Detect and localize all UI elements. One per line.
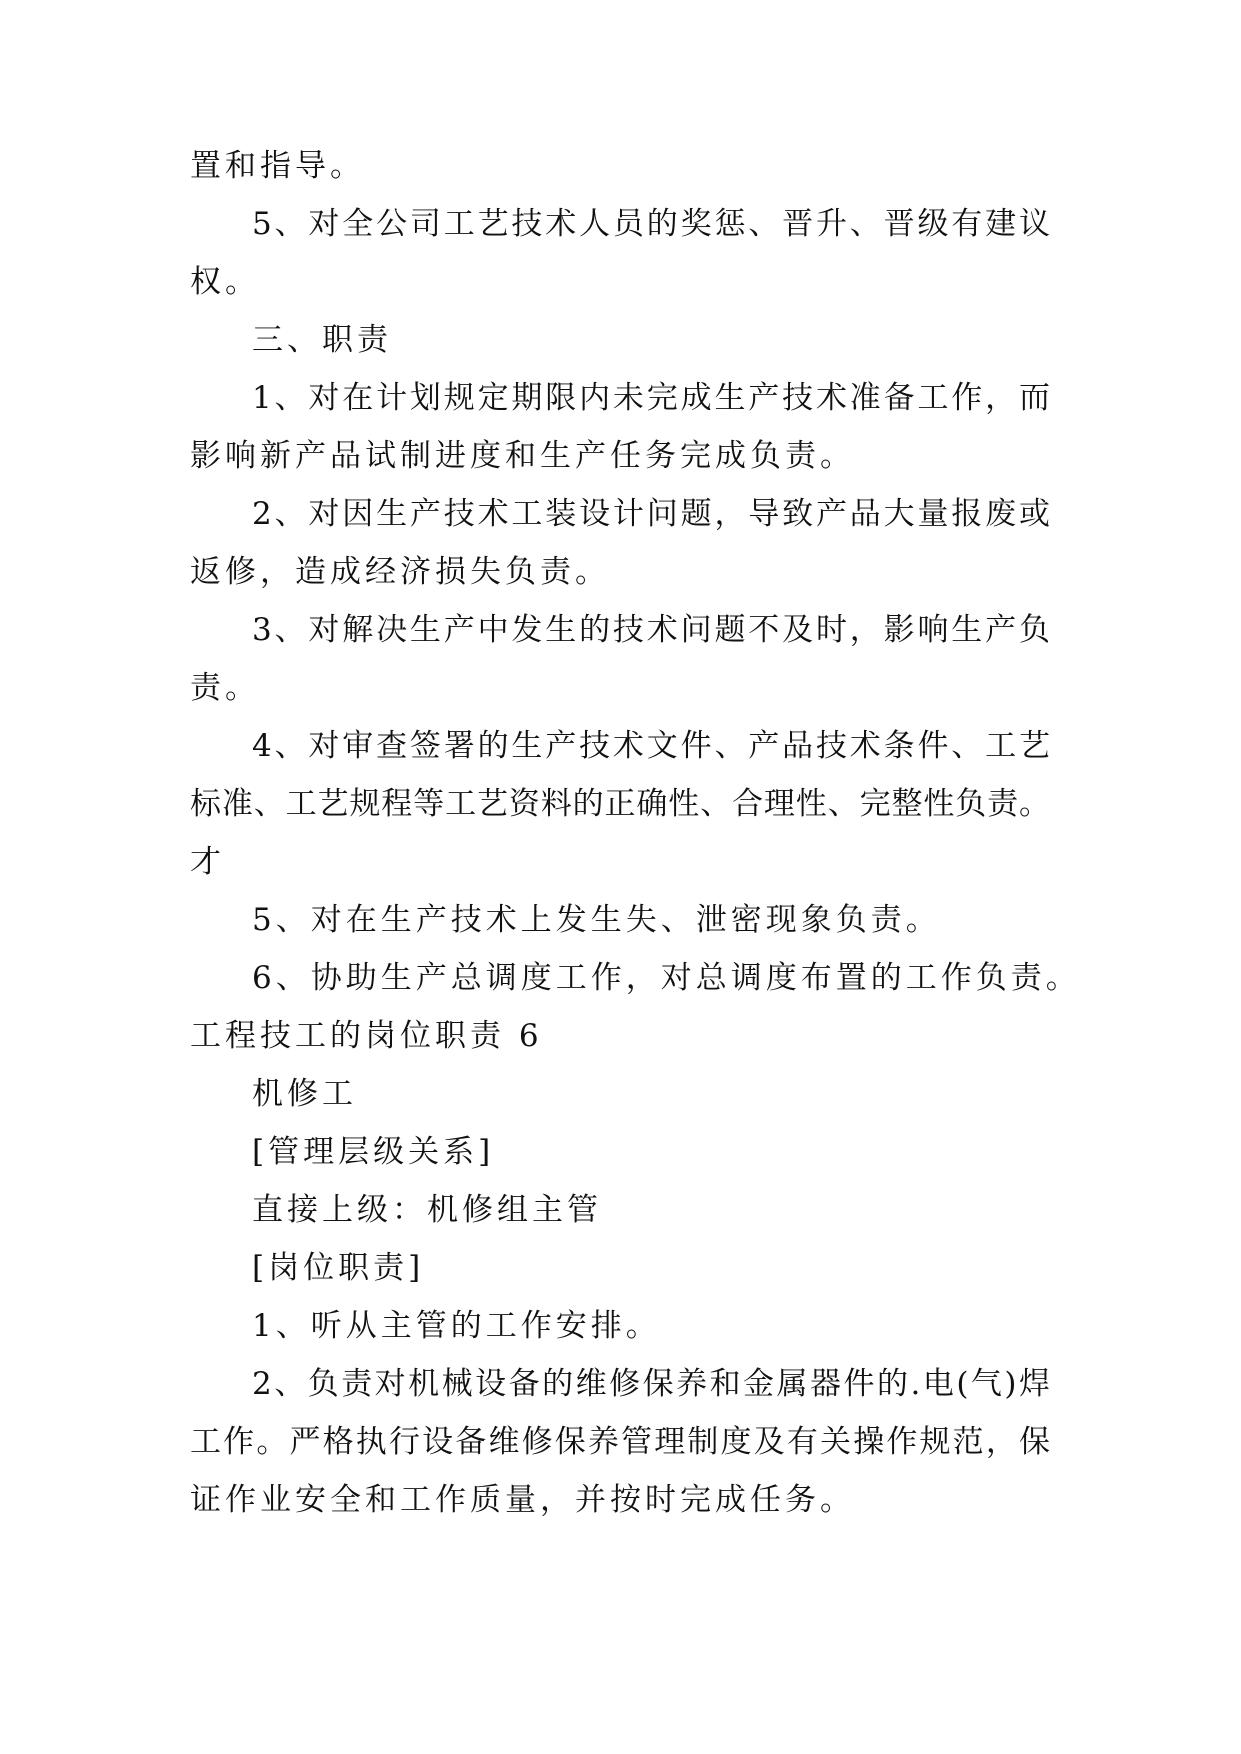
text-line: 标准、工艺规程等工艺资料的正确性、合理性、完整性负责。 xyxy=(190,786,1050,822)
text-line: [岗位职责] xyxy=(252,1250,425,1286)
text-line: 影响新产品试制进度和生产任务完成负责。 xyxy=(190,438,855,474)
section-heading: 三、职责 xyxy=(252,322,392,358)
text-line: 5、对全公司工艺技术人员的奖惩、晋升、晋级有建议 xyxy=(252,206,1050,242)
text-line: 机修工 xyxy=(252,1076,357,1112)
text-line: 5、对在生产技术上发生失、泄密现象负责。 xyxy=(252,902,941,938)
text-line: 证作业安全和工作质量，并按时完成任务。 xyxy=(190,1482,855,1518)
text-line: 直接上级：机修组主管 xyxy=(252,1192,602,1228)
text-line: 2、负责对机械设备的维修保养和金属器件的.电(气)焊 xyxy=(252,1366,1050,1402)
text-line: 责。 xyxy=(190,670,260,706)
text-line: 工作。严格执行设备维修保养管理制度及有关操作规范，保 xyxy=(190,1424,1050,1460)
section-title: 工程技工的岗位职责 6 xyxy=(190,1018,543,1054)
text-line: 6、协助生产总调度工作，对总调度布置的工作负责。 xyxy=(252,960,1081,996)
text-line: 置和指导。 xyxy=(190,148,365,184)
text-line: 才 xyxy=(190,844,225,880)
text-line: 2、对因生产技术工装设计问题，导致产品大量报废或 xyxy=(252,496,1050,532)
text-line: 4、对审查签署的生产技术文件、产品技术条件、工艺 xyxy=(252,728,1050,764)
text-line: 1、听从主管的工作安排。 xyxy=(252,1308,661,1344)
text-line: [管理层级关系] xyxy=(252,1134,495,1170)
text-line: 1、对在计划规定期限内未完成生产技术准备工作，而 xyxy=(252,380,1050,416)
text-line: 返修，造成经济损失负责。 xyxy=(190,554,610,590)
text-line: 3、对解决生产中发生的技术问题不及时，影响生产负 xyxy=(252,612,1050,648)
text-line: 权。 xyxy=(190,264,260,300)
